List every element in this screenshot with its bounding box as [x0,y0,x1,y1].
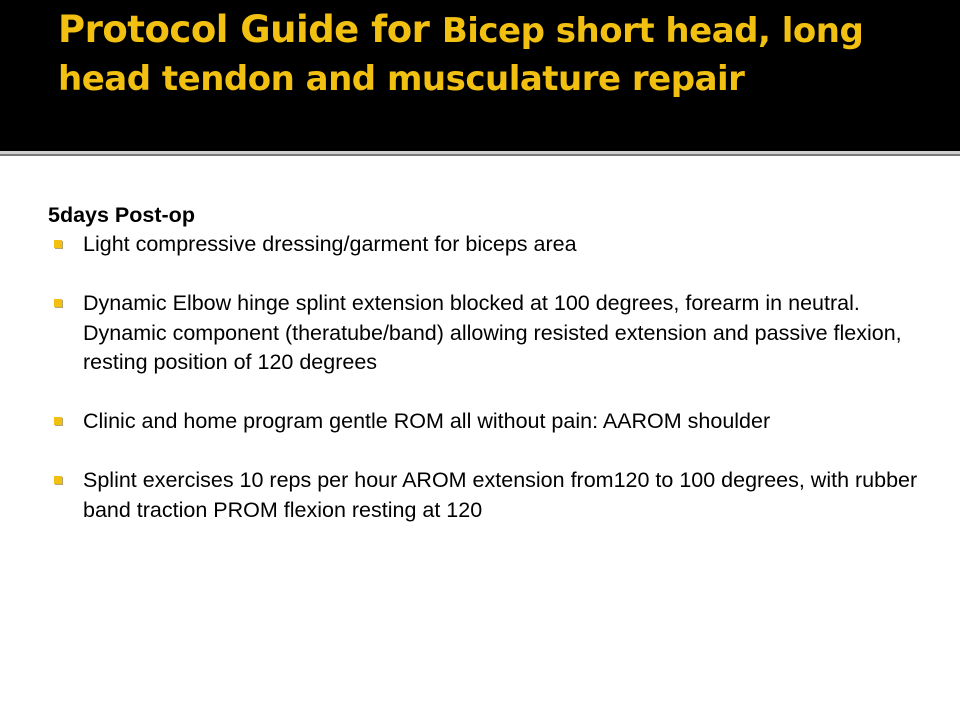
section-heading: 5days Post-op [48,203,195,227]
bullet-item [48,466,918,525]
title-divider-shadow [0,154,960,156]
square-bullet-icon [54,417,62,425]
square-bullet-icon [54,476,62,484]
bullet-text: Splint exercises 10 reps per hour AROM extension from120 to 100 degrees, with rubber band traction PROM flexion resting at 120 [83,468,918,522]
bullet-text: Dynamic Elbow hinge splint extension blocked at 100 degrees, forearm in neutral. Dynamic component (theratube/band) allowing resisted extension and passive flexion, resting position of 120 degrees [83,291,902,374]
bullet-text: Light compressive dressing/garment for biceps area [83,232,577,256]
bullet-item [48,289,918,378]
square-bullet-icon [54,299,62,307]
slide-title-rest: Bicep short head, long head tendon and musculature repair [58,11,864,99]
slide-title [58,6,938,103]
bullet-list [48,230,918,525]
square-bullet-icon [54,240,62,248]
slide-content [48,200,918,525]
bullet-text: Clinic and home program gentle ROM all without pain: AAROM shoulder [83,409,771,433]
bullet-item [48,407,918,437]
slide-title-lead: Protocol Guide for [58,8,442,51]
bullet-item [48,230,918,260]
